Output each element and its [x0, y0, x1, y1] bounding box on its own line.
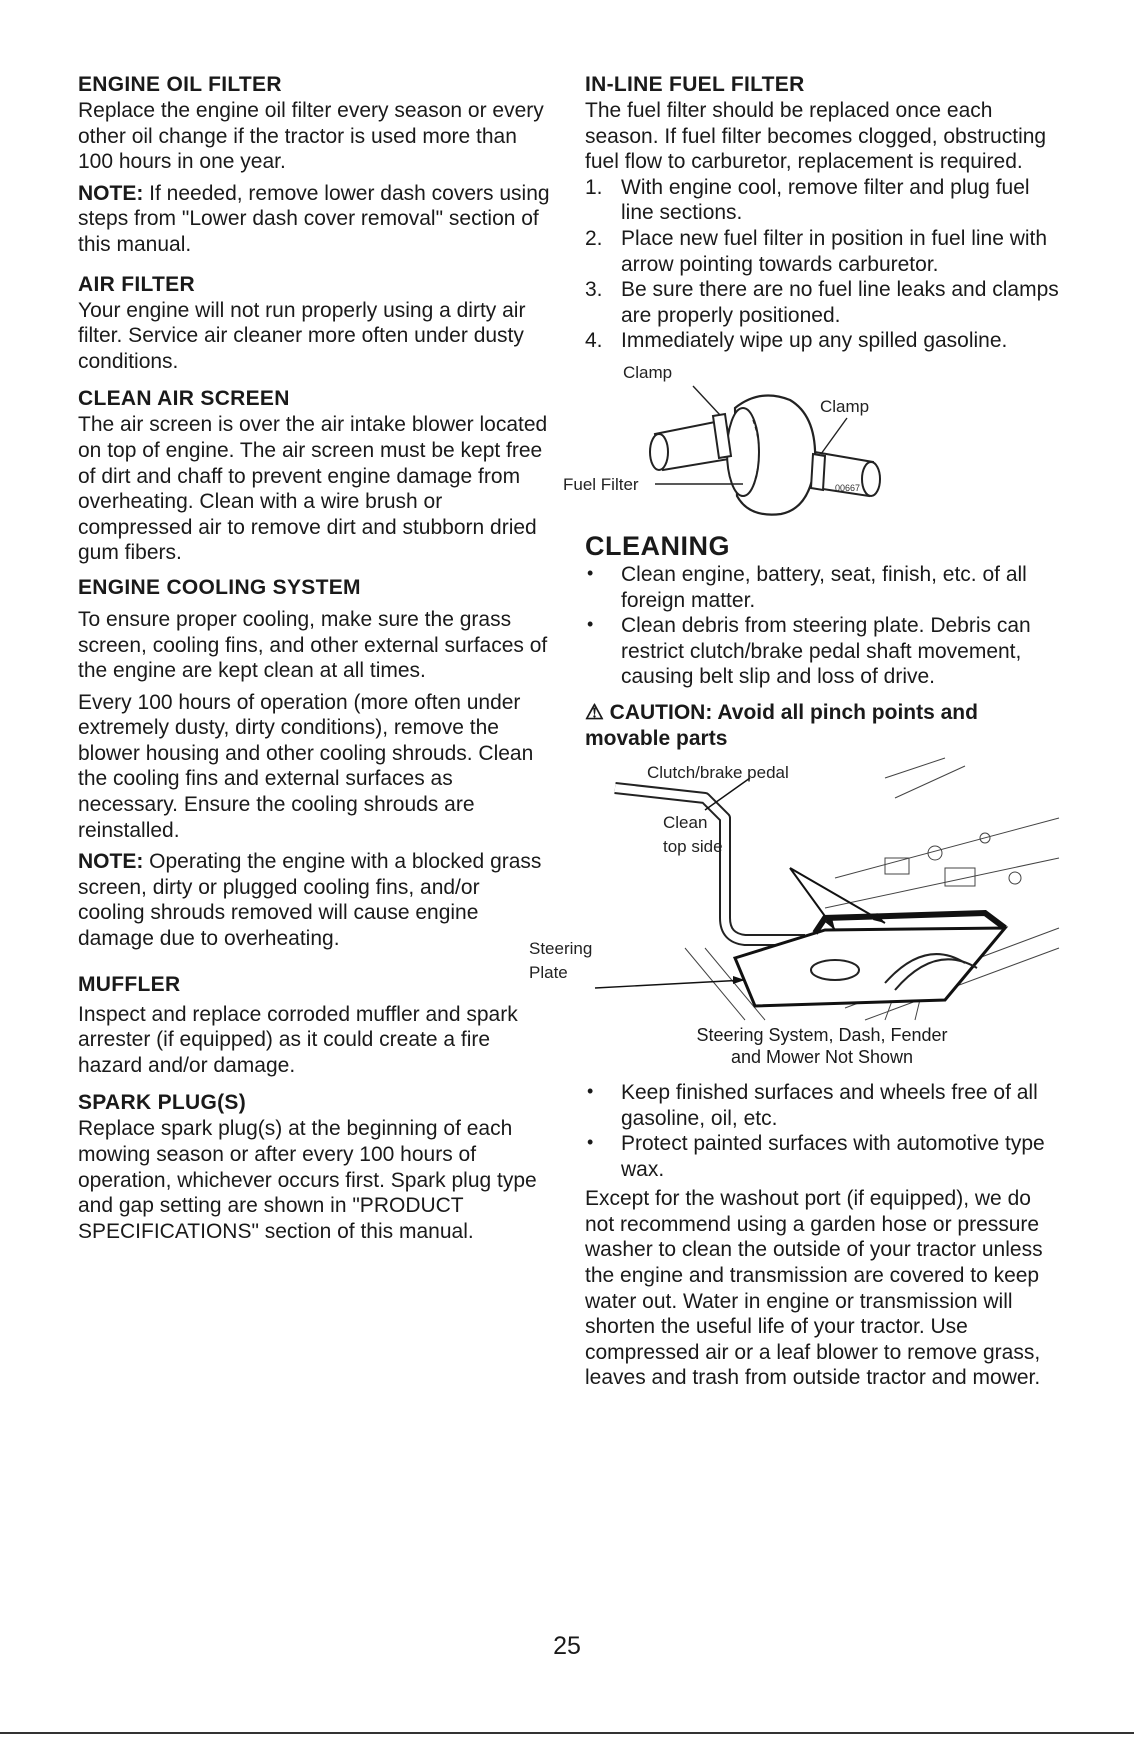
clean-air-screen-section — [78, 386, 550, 566]
spark-plugs-section — [78, 1090, 550, 1244]
paragraph: Except for the washout port (if equipped), we do not recommend using a garden hose or pressure washer to clean the outside of your tractor unless the engine and transmission are covered to keep water out. Water in engine or transmission will shorten the useful life of your tractor. Use compressed air or a leaf blower to remove grass, leaves and trash from outside tractor and mower. — [585, 1187, 1043, 1390]
section-heading: MUFFLER — [78, 972, 181, 996]
paragraph: The fuel filter should be replaced once each season. If fuel filter becomes clogged, obstructing fuel flow to carburetor, replacement is required. — [585, 99, 1047, 174]
engine-cooling-section — [78, 575, 550, 952]
step-number: 3. — [585, 278, 603, 302]
figure-code: 00667 — [835, 482, 861, 493]
label-clamp-top: Clamp — [623, 362, 673, 382]
label-steering: Steering — [529, 938, 593, 958]
leader-line — [821, 418, 847, 454]
bottom-rule — [0, 1732, 1134, 1734]
figure-caption — [585, 1024, 1059, 1068]
step-text: With engine cool, remove filter and plug fuel line sections. — [621, 175, 1030, 225]
note-label: NOTE: — [78, 181, 144, 205]
label-plate: Plate — [529, 962, 568, 982]
section-heading: ENGINE OIL FILTER — [78, 73, 282, 96]
bullet-item: • Clean debris from steering plate. Debris can restrict clutch/brake pedal shaft movement, causing belt slip and loss of drive. — [585, 613, 1059, 690]
leader-line — [595, 980, 745, 988]
section-heading: CLEAN AIR SCREEN — [78, 387, 290, 411]
muffler-section — [78, 972, 550, 1079]
step-text: Be sure there are no fuel line leaks and clamps are properly positioned. — [621, 278, 1059, 327]
bullet-item: • Protect painted surfaces with automotive type wax. — [585, 1131, 1059, 1182]
paragraph: Inspect and replace corroded muffler and spark arrester (if equipped) as it could create a fire hazard and/or damage. — [78, 1002, 518, 1077]
step-item — [585, 328, 1059, 354]
step-number: 1. — [585, 175, 603, 199]
bullet-list — [585, 1080, 1059, 1182]
note-text: Operating the engine with a blocked grass screen, dirty or plugged cooling fins, and/or cooling shrouds removed will cause engine damage due to overheating. — [78, 850, 542, 951]
step-number: 2. — [585, 226, 603, 250]
note-text: If needed, remove lower dash covers using steps from "Lower dash cover removal" section of this manual. — [78, 181, 550, 256]
caption-line: and Mower Not Shown — [730, 1046, 914, 1067]
section-heading: IN-LINE FUEL FILTER — [585, 73, 805, 96]
label-top-side: top side — [663, 836, 723, 856]
note-label: NOTE: — [78, 850, 144, 874]
paragraph: Your engine will not run properly using a dirty air filter. Service air cleaner more often under dusty conditions. — [78, 298, 526, 373]
bullet-item: • Keep finished surfaces and wheels free of all gasoline, oil, etc. — [585, 1080, 1059, 1131]
section-heading: CLEANING — [585, 530, 730, 561]
right-column — [529, 72, 1059, 1391]
fuel-filter-figure — [563, 358, 1059, 526]
step-item — [585, 175, 1059, 226]
page-number: 25 — [553, 1632, 581, 1660]
section-heading: SPARK PLUG(S) — [78, 1091, 247, 1115]
cleaning-section — [529, 530, 1059, 1391]
note — [78, 849, 550, 951]
step-text: Immediately wipe up any spilled gasoline. — [621, 329, 1008, 353]
warning-icon: ⚠ — [585, 700, 604, 724]
section-heading: ENGINE COOLING SYSTEM — [78, 575, 361, 599]
leader-line — [693, 386, 720, 415]
step-item — [585, 226, 1059, 277]
paragraph: Replace spark plug(s) at the beginning of each mowing season or after every 100 hours of operation, whichever occurs first. Spark plug type and gap setting are shown in "PRODUCT SPECIFICATIONS" section of this manual. — [78, 1117, 537, 1243]
bullet-item: • Clean engine, battery, seat, finish, etc. of all foreign matter. — [585, 562, 1059, 613]
paragraph: The air screen is over the air intake blower located on top of engine. The air screen must be kept free of dirt and chaff to prevent engine damage from overheating. Clean with a wire brush or compressed air to remove dirt and stubborn dried gum fibers. — [78, 413, 548, 565]
label-fuel-filter: Fuel Filter — [563, 474, 639, 494]
air-filter-section — [78, 272, 550, 375]
left-column — [78, 72, 550, 1253]
caption-line: Steering System, Dash, Fender — [696, 1024, 948, 1045]
pedal-shaft — [615, 788, 805, 940]
note — [78, 181, 550, 258]
hose-end — [862, 462, 880, 496]
clamp-right — [811, 454, 825, 490]
caution-notice — [585, 700, 1059, 752]
label-clutch-brake-pedal: Clutch/brake pedal — [647, 762, 789, 782]
paragraph: To ensure proper cooling, make sure the grass screen, cooling fins, and other external surfaces of the engine are kept clean at all times. — [78, 607, 548, 683]
paragraph: Replace the engine oil filter every season or every other oil change if the tractor is used more than 100 hours in one year. — [78, 99, 544, 174]
step-text: Place new fuel filter in position in fuel line with arrow pointing towards carburetor. — [621, 226, 1048, 276]
step-number: 4. — [585, 329, 603, 353]
inline-fuel-filter-section — [563, 72, 1059, 526]
caution-text: CAUTION: Avoid all pinch points and movable parts — [585, 700, 978, 750]
steps-list — [585, 175, 1059, 354]
label-clean: Clean — [663, 812, 708, 832]
leader-line — [705, 778, 750, 810]
section-heading: AIR FILTER — [78, 272, 195, 296]
paragraph: Every 100 hours of operation (more often under extremely dusty, dirty conditions), remove the blower housing and other cooling shrouds. Clean the cooling fins and external surfaces as necessary. Ensure the cooling shrouds are reinstalled. — [78, 690, 534, 842]
hose-end — [650, 434, 668, 470]
label-clamp-right: Clamp — [820, 396, 870, 416]
step-item — [585, 277, 1059, 328]
bullet-list — [585, 562, 1059, 690]
plate-slot — [811, 960, 859, 980]
engine-oil-filter-section — [78, 72, 550, 258]
steering-plate-figure — [529, 758, 1059, 1020]
